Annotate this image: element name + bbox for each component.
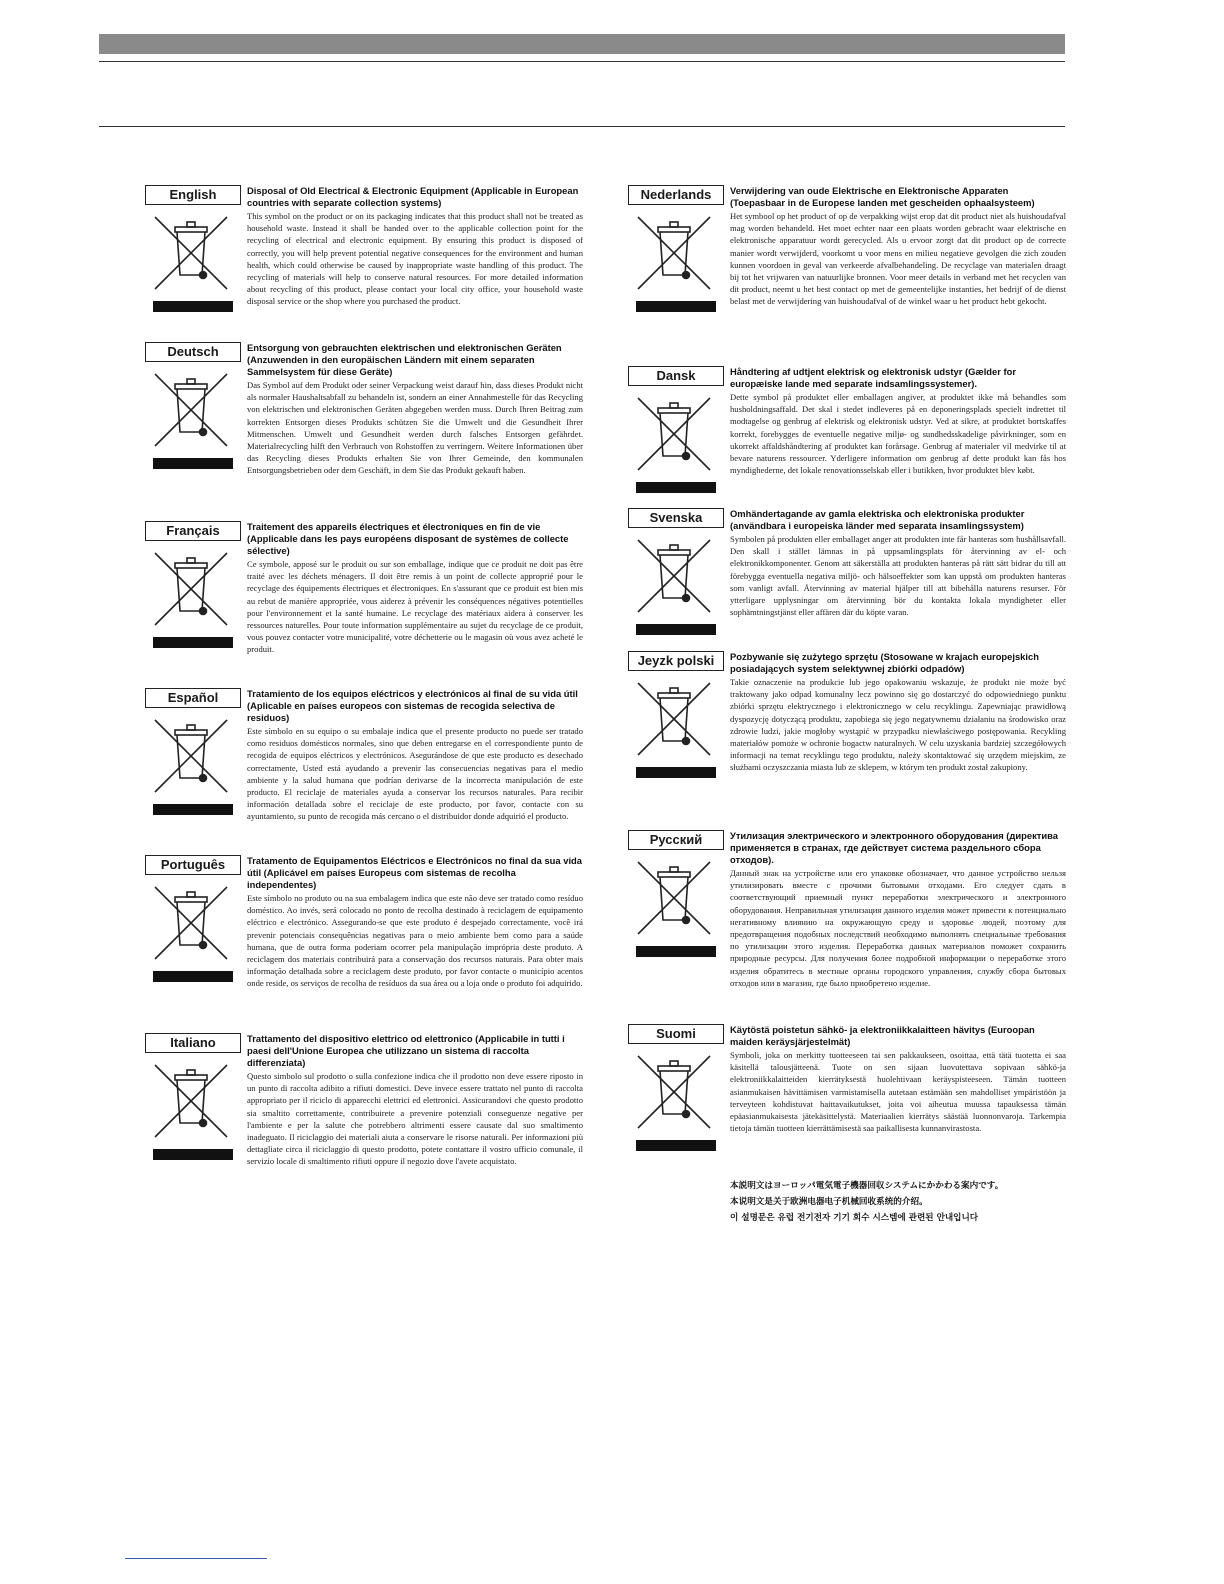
weee-bin-icon — [630, 854, 718, 942]
weee-bin-icon — [147, 879, 235, 967]
language-label: Dansk — [628, 366, 724, 386]
japanese-note: 本説明文はヨーロッパ電気電子機器回収システムにかかわる案内です。 — [730, 1181, 1004, 1191]
language-label: Français — [145, 521, 241, 541]
language-label: English — [145, 185, 241, 205]
language-label: Русский — [628, 830, 724, 850]
section-heading: Disposal of Old Electrical & Electronic Equipment (Applicable in European countries with separate collection systems) — [247, 185, 579, 208]
section-body: Este símbolo no produto ou na sua embalagem indica que este não deve ser tratado como resíduo doméstico. Ao invés, será colocado no ponto de recolha destinado à reciclagem de equipamento eléctrico e electrónico. Assegurando-se que este produto é despejado correctamente, você irá prevenir potenciais consequências negativas para o meio ambiente bem como para a saúde humana, que de outra forma poderiam ocorrer pela manipulação imprópria deste produto. A reciclagem dos materiais contribuirá para a conservação dos recursos naturais. Para obter mais informação detalhada sobre a reciclagem deste produto, por favor contacte o município acentos onde reside, os serviços de recolha de resíduos da sua área ou a loja onde o produto foi adquirido. — [247, 893, 583, 989]
korean-note: 이 설명문은 유럽 전기전자 기기 회수 시스템에 관련된 안내입니다 — [730, 1213, 979, 1223]
language-label: Jeyzk polski — [628, 651, 724, 671]
weee-bin-icon — [147, 209, 235, 297]
section-heading: Trattamento del dispositivo elettrico od elettronico (Applicabile in tutti i paesi dell'Unione Europea che utilizzano un sistema di raccolta differenziata) — [247, 1033, 565, 1068]
section-heading: Käytöstä poistetun sähkö- ja elektroniikkalaitteen hävitys (Euroopan maiden keräysjärjestelmät) — [730, 1024, 1035, 1047]
black-bar — [153, 804, 233, 815]
section-body: Este símbolo en su equipo o su embalaje indica que el presente producto no puede ser tratado como residuos domésticos normales, sino que deben entregarse en el correspondiente punto de recogida de equipos eléctricos y electrónicos. Asegurándose de que este producto es desechado correctamente, Usted está ayudando a prevenir las consecuencias negativas para el medio ambiente y la salud humana que podrían derivarse de la incorrecta manipulación de este producto. El reciclaje de materiales ayuda a conservar los recursos naturales. Para recibir información detallada sobre el reciclaje de este producto, por favor, contacte con su ayuntamiento, su punto de recogida más cercano o el distribuidor donde adquirió el producto. — [247, 726, 583, 822]
black-bar — [153, 971, 233, 982]
weee-bin-icon — [147, 545, 235, 633]
black-bar — [636, 767, 716, 778]
header-rule-bottom — [99, 126, 1065, 127]
black-bar — [153, 458, 233, 469]
section-heading: Håndtering af udtjent elektrisk og elektronisk udstyr (Gælder for europæiske lande med separate indsamlingssystemer). — [730, 366, 1016, 389]
weee-bin-icon — [630, 675, 718, 763]
section-body: Questo simbolo sul prodotto o sulla confezione indica che il prodotto non deve essere riposto in un punto di raccolta adibito a rifiuti domestici. Deve invece essere trattato nel punto di raccolta appropriato per il riciclo di apparecchi elettrici ed elettronici. Assicurandovi che questo prodotto sia smaltito correttamente, contribuirete a prevenire potenziali conseguenze negative per l'ambiente e per la salute che potrebbero altrimenti essere causate dal suo smaltimento inadeguato. Il riciclaggio dei materiali aiuta a conservare le risorse naturali. Per informazioni più dettagliate circa il riciclaggio di questo prodotto, potete contattare il vostro ufficio comunale, il servizio locale di smaltimento rifiuti oppure il negozio dove l'avete acquistato. — [247, 1071, 583, 1167]
header-bar — [99, 34, 1065, 54]
language-label: Português — [145, 855, 241, 875]
section-body: Het symbool op het product of op de verpakking wijst erop dat dit product niet als huishoudafval mag worden behandeld. Het moet echter naar een plaats worden gebracht waar elektrische en elektronische apparatuur wordt gerecycled. Als u ervoor zorgt dat dit product op de correcte manier wordt verwijderd, voorkomt u voor mens en milieu negatieve gevolgen die zich zouden kunnen voordoen in geval van verkeerde afvalbehandeling. De recyclage van materialen draagt bij tot het vrijwaren van natuurlijke bronnen. Voor meer details in verband met het recyclen van dit product, neemt u het best contact op met de gemeentelijke instanties, het bedrijf of de dienst belast met de verwijdering van huishoudafval of de winkel waar u het product hebt gekocht. — [730, 211, 1066, 307]
language-label: Deutsch — [145, 342, 241, 362]
asian-language-notes — [730, 1178, 1070, 1226]
header-rule-top — [99, 61, 1065, 62]
language-label: Suomi — [628, 1024, 724, 1044]
section-body: This symbol on the product or on its packaging indicates that this product shall not be treated as household waste. Instead it shall be handed over to the applicable collection point for the recycling of electrical and electronic equipment. By ensuring this product is disposed of correctly, you will help prevent potential negative consequences for the environment and human health, which could otherwise be caused by inappropriate waste handling of this product. The recycling of materials will help to conserve natural resources. For more detailed information about recycling of this product, please contact your local city office, your household waste disposal service or the shop where you purchased the product. — [247, 211, 583, 307]
chinese-note: 本说明文是关于欧洲电器电子机械回收系统的介绍。 — [730, 1197, 928, 1207]
section-heading: Traitement des appareils électriques et électroniques en fin de vie (Applicable dans les pays européens disposant de systèmes de collecte sélective) — [247, 521, 569, 556]
language-label: Español — [145, 688, 241, 708]
black-bar — [636, 482, 716, 493]
weee-bin-icon — [630, 1048, 718, 1136]
language-label: Italiano — [145, 1033, 241, 1053]
section-heading: Verwijdering van oude Elektrische en Elektronische Apparaten (Toepasbaar in de Europese landen met gescheiden ophaalsysteem) — [730, 185, 1035, 208]
section-body: Takie oznaczenie na produkcie lub jego opakowaniu wskazuje, że produkt nie może być traktowany jako odpad komunalny lecz powinno się go dostarczyć do odpowiedniego punktu zbiórki sprzętu elektrycznego i elektronicznego w celu recyklingu. Zapewniając prawidłową dyspozycję dotyczącą produktu, zapobiega się jego negatywnemu działaniu na środowisko oraz zdrowie ludzi, jakie mogłoby wystąpić w przypadku niewłaściwego postępowania. Recykling materiałów pomoże w ochronie bogactw naturalnych. W celu uzyskania bardziej szczegółowych informacji na temat recyklingu tego produktu, należy skontaktować się urzędem miejskim, ze służbami oczyszczania miasta lub ze sklepem, w którym ten produkt został zakupiony. — [730, 677, 1066, 773]
section-body: Symbolen på produkten eller emballaget anger att produkten inte får hanteras som hushållsavfall. Den skall i stället lämnas in på uppsamlingsplats för återvinning av el- och elektronikkomponenter. Genom att säkerställa att produkten hanteras på rätt sätt bidrar du till att förebygga eventuella negativa miljö- och hälsoeffekter som kan uppstå om produkten hanteras som vanligt avfall. Återvinning av material hjälper till att bibehålla naturens resurser. För ytterligare upplysningar om återvinning bör du kontakta lokala myndigheter eller sophämtningstjänst eller affären där du köpte varan. — [730, 534, 1066, 618]
weee-bin-icon — [630, 532, 718, 620]
section-heading: Omhändertagande av gamla elektriska och elektroniska produkter (användbara i europeiska länder med separata insamlingssystem) — [730, 508, 1025, 531]
section-heading: Утилизация электрического и электронного оборудования (директива применяется в странах, где действует система раздельного сбора отходов). — [730, 830, 1058, 865]
black-bar — [636, 301, 716, 312]
weee-bin-icon — [630, 390, 718, 478]
weee-bin-icon — [147, 1057, 235, 1145]
black-bar — [153, 1149, 233, 1160]
section-heading: Pozbywanie się zużytego sprzętu (Stosowane w krajach europejskich posiadających system selektywnej zbiórki odpadów) — [730, 651, 1039, 674]
section-body: Symboli, joka on merkitty tuotteeseen tai sen pakkaukseen, osoittaa, että tätä tuotetta ei saa käsitellä talousjätteenä. Tuote on sen sijaan luovutettava sopivaan sähkö-ja elektroniikkalaitteiden kierrätyksestä huolehtivaan keräyspisteeseen. Tämän tuotteen asianmukaisen hävittämisen varmistamisella autetaan estämään sen mahdolliset ympäristöön ja terveyteen kohdistuvat haittavaikutukset, joita voi aiheutua muussa tapauksessa tämän epäasianmukaisesta jätekäsittelystä. Materiaalien kierrätys säästää luonnonvaroja. Tarkempia tietoja tämän tuotteen kierrättämisestä saa paikallisesta kunnanvirastosta. — [730, 1050, 1066, 1134]
section-body: Das Symbol auf dem Produkt oder seiner Verpackung weist darauf hin, dass dieses Produkt nicht als normaler Haushaltsabfall zu behandeln ist, sondern an einer Annahmestelle für das Recycling von elektrischen und elektronischen Geräten abgegeben werden muss. Durch Ihren Beitrag zum korrekten Entsorgen dieses Produkts schützen Sie die Umwelt und die Gesundheit Ihrer Mitmenschen. Umwelt und Gesundheit werden durch falsches Entsorgen gefährdet. Materialrecycling hilft den Verbrauch von Rohstoffen zu verringern. Weitere Informationen über das Recycling dieses Produkts erhalten Sie von Ihrer Gemeinde, den kommunalen Entsorgungsbetrieben oder dem Geschäft, in dem Sie das Produkt gekauft haben. — [247, 380, 583, 476]
section-heading: Tratamento de Equipamentos Eléctricos e Electrónicos no final da sua vida útil (Aplicável em países Europeus com sistemas de recolha independentes) — [247, 855, 582, 890]
section-heading: Tratamiento de los equipos eléctricos y electrónicos al final de su vida útil (Aplicable en países europeos con sistemas de recogida selectiva de residuos) — [247, 688, 578, 723]
footer-link-line — [125, 1558, 267, 1559]
weee-bin-icon — [630, 209, 718, 297]
black-bar — [153, 637, 233, 648]
weee-bin-icon — [147, 712, 235, 800]
language-label: Nederlands — [628, 185, 724, 205]
language-label: Svenska — [628, 508, 724, 528]
section-body: Dette symbol på produktet eller emballagen angiver, at produktet ikke må behandles som husholdningsaffald. Det skal i stedet indleveres på en deponeringsplads specielt indrettet til modtagelse og genbrug af elektrisk og elektronisk udstyr. Ved at sikre, at produktet bortskaffes korrekt, forebygges de eventuelle negative miljø- og sundhedsskadelige påvirkninger, som en ukorrekt affaldshåndtering af produktet kan forårsage. Genbrug af materialer vil medvirke til at bevare naturens ressourcer. Yderligere information om genbrug af dette produkt kan fås hos myndighederne, det lokale renovationsselskab eller i butikken, hvor produktet blev købt. — [730, 392, 1066, 476]
weee-bin-icon — [147, 366, 235, 454]
section-heading: Entsorgung von gebrauchten elektrischen und elektronischen Geräten (Anzuwenden in den europäischen Ländern mit einem separaten Sammelsystem für diese Geräte) — [247, 342, 562, 377]
black-bar — [636, 946, 716, 957]
black-bar — [636, 1140, 716, 1151]
section-body: Данный знак на устройстве или его упаковке обозначает, что данное устройство нельзя утилизировать вместе с прочими бытовыми отходами. Его следует сдать в соответствующий приемный пункт переработки электрического и электронного оборудования. Неправильная утилизация данного изделия может привести к потенциально негативному влиянию на окружающую среду и здоровье людей, поэтому для предотвращения подобных последствий необходимо выполнять специальные требования по утилизации этого изделия. Переработка данных материалов поможет сохранить природные ресурсы. Для получения более подробной информации о переработке этого изделия обратитесь в местные органы городского управления, службу сбора бытовых отходов или в магазин, где было приобретено изделие. — [730, 868, 1066, 988]
black-bar — [153, 301, 233, 312]
section-body: Ce symbole, apposé sur le produit ou sur son emballage, indique que ce produit ne doit pas être traité avec les déchets ménagers. Il doit être remis à un point de collecte approprié pour le recyclage des équipements électriques et électroniques. En s'assurant que ce produit est bien mis au rebut de manière appropriée, vous aiderez à prévenir les conséquences négatives potentielles pour l'environnement et la santé humaine. Le recyclage des matériaux aidera à conserver les ressources naturelles. Pour toute information supplémentaire au sujet du recyclage de ce produit, vous pouvez contacter votre municipalité, votre déchetterie ou le magasin où vous avez acheté le produit. — [247, 559, 583, 655]
black-bar — [636, 624, 716, 635]
